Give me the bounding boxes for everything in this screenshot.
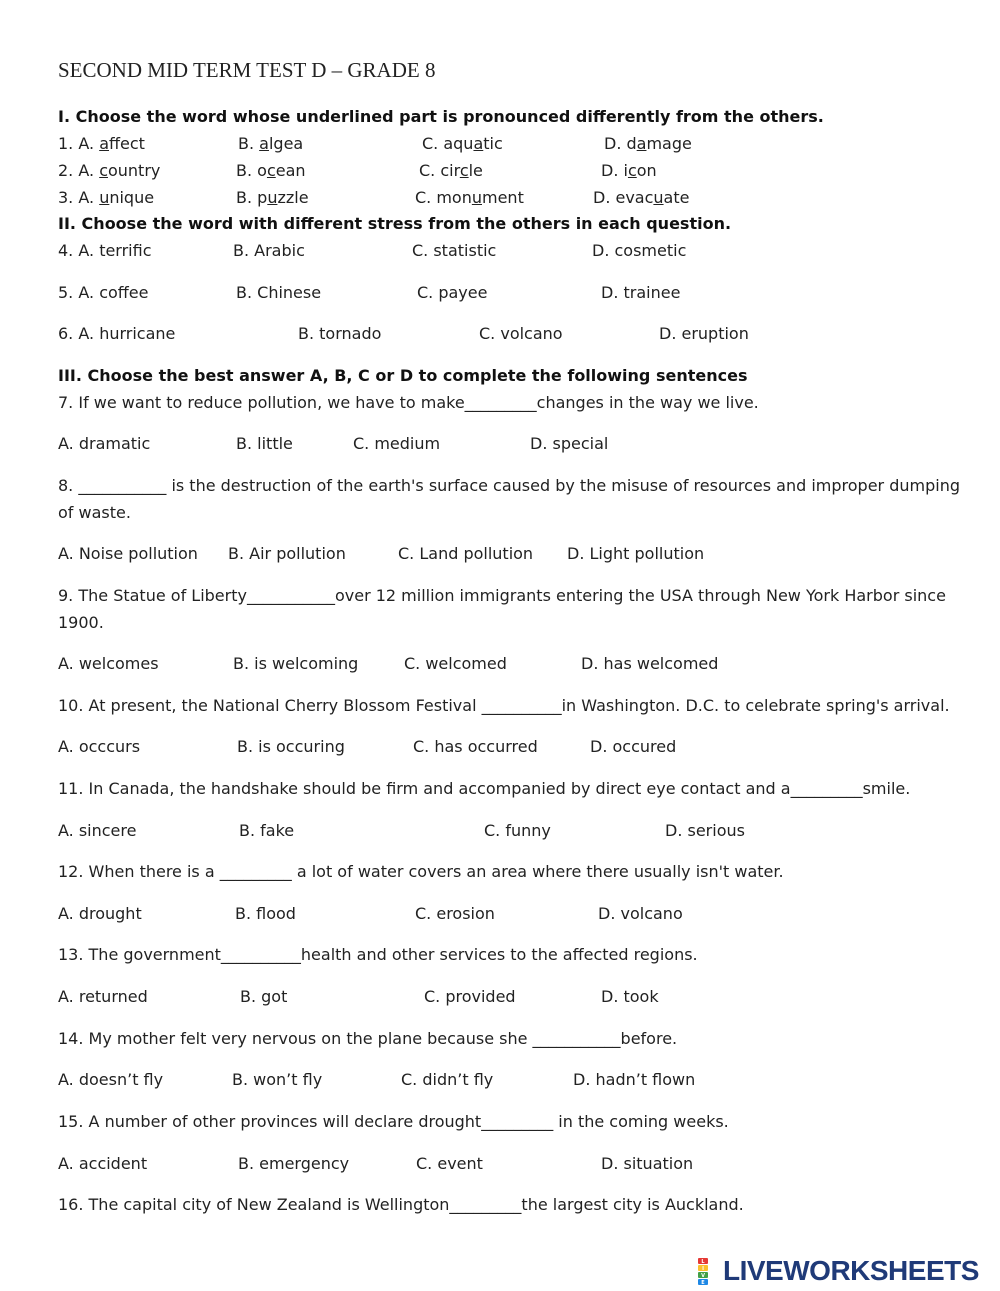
q8-option-b: B. Air pollution: [228, 544, 346, 563]
q16-stem: 16. The capital city of New Zealand is Wellington_________the largest city is Auckland.: [58, 1195, 744, 1214]
q3-option-a: 3. A. unique: [58, 188, 155, 207]
q11-stem: 11. In Canada, the handshake should be firm and accompanied by direct eye contact and a_________smile.: [58, 779, 911, 798]
q7-option-b: B. little: [236, 434, 293, 453]
q14-option-b: B. won’t fly: [232, 1070, 323, 1089]
q4-option-d: D. cosmetic: [592, 241, 687, 260]
q7-stem: 7. If we want to reduce pollution, we have to make_________changes in the way we live.: [58, 393, 759, 412]
q7-option-c: C. medium: [353, 434, 441, 453]
section-1-heading: I. Choose the word whose underlined part is pronounced differently from the others.: [58, 107, 824, 126]
q10-option-d: D. occured: [590, 737, 677, 756]
q8-option-d: D. Light pollution: [567, 544, 705, 563]
svg-text:I: I: [702, 1266, 704, 1272]
q8-option-c: C. Land pollution: [398, 544, 534, 563]
q7-option-d: D. special: [530, 434, 609, 453]
q14-stem: 14. My mother felt very nervous on the plane because she ___________before.: [58, 1029, 678, 1048]
q2-option-d: D. icon: [601, 161, 657, 180]
q10-stem: 10. At present, the National Cherry Blossom Festival __________in Washington. D.C. to celebrate spring's arrival.: [58, 696, 950, 715]
section-2-heading: II. Choose the word with different stress from the others in each question.: [58, 214, 732, 233]
q13-stem: 13. The government__________health and other services to the affected regions.: [58, 945, 698, 964]
q13-option-c: C. provided: [424, 987, 516, 1006]
q3-option-b: B. puzzle: [236, 188, 309, 207]
q10-option-b: B. is occuring: [237, 737, 345, 756]
q15-option-d: D. situation: [601, 1154, 694, 1173]
q11-option-d: D. serious: [665, 821, 745, 840]
q4-option-a: 4. A. terrific: [58, 241, 152, 260]
q13-option-d: D. took: [601, 987, 659, 1006]
q1-option-a: 1. A. affect: [58, 134, 145, 153]
q2-option-c: C. circle: [419, 161, 483, 180]
q4-option-b: B. Arabic: [233, 241, 305, 260]
q9-stem-line1: 9. The Statue of Liberty___________over 12 million immigrants entering the USA through New York Harbor since: [58, 586, 946, 605]
q9-stem-line2: 1900.: [58, 613, 104, 632]
q15-option-c: C. event: [416, 1154, 483, 1173]
q5-option-c: C. payee: [417, 283, 488, 302]
q4-option-c: C. statistic: [412, 241, 497, 260]
q15-option-b: B. emergency: [238, 1154, 350, 1173]
q6-option-a: 6. A. hurricane: [58, 324, 176, 343]
q11-option-b: B. fake: [239, 821, 295, 840]
q12-option-a: A. drought: [58, 904, 142, 923]
liveworksheets-wordmark: LIVEWORKSHEETS: [723, 1255, 979, 1286]
q2-option-a: 2. A. country: [58, 161, 161, 180]
q9-option-a: A. welcomes: [58, 654, 159, 673]
q5-option-d: D. trainee: [601, 283, 681, 302]
q8-stem-line1: 8. ___________ is the destruction of the earth's surface caused by the misuse of resources and improper dumping: [58, 476, 960, 495]
q2-option-b: B. ocean: [236, 161, 306, 180]
q10-option-a: A. occcurs: [58, 737, 141, 756]
q5-option-a: 5. A. coffee: [58, 283, 149, 302]
q11-option-c: C. funny: [484, 821, 551, 840]
q12-stem: 12. When there is a _________ a lot of water covers an area where there usually isn't water.: [58, 862, 784, 881]
q13-option-a: A. returned: [58, 987, 148, 1006]
q9-option-b: B. is welcoming: [233, 654, 359, 673]
liveworksheets-logo: [697, 1254, 979, 1288]
q1-option-b: B. algea: [238, 134, 304, 153]
liveworksheets-mark-icon: [697, 1256, 721, 1286]
q9-option-d: D. has welcomed: [581, 654, 719, 673]
svg-text:E: E: [701, 1280, 705, 1286]
q13-option-b: B. got: [240, 987, 288, 1006]
q3-option-d: D. evacuate: [593, 188, 690, 207]
q10-option-c: C. has occurred: [413, 737, 538, 756]
q1-option-c: C. aquatic: [422, 134, 503, 153]
svg-text:L: L: [701, 1259, 705, 1265]
svg-text:V: V: [701, 1273, 705, 1279]
q14-option-a: A. doesn’t fly: [58, 1070, 164, 1089]
q6-option-d: D. eruption: [659, 324, 749, 343]
q12-option-b: B. flood: [235, 904, 296, 923]
q14-option-d: D. hadn’t flown: [573, 1070, 696, 1089]
q6-option-c: C. volcano: [479, 324, 563, 343]
q8-option-a: A. Noise pollution: [58, 544, 198, 563]
q6-option-b: B. tornado: [298, 324, 382, 343]
q5-option-b: B. Chinese: [236, 283, 322, 302]
q9-option-c: C. welcomed: [404, 654, 507, 673]
q8-stem-line2: of waste.: [58, 503, 131, 522]
page-title: SECOND MID TERM TEST D – GRADE 8: [58, 58, 436, 82]
q11-option-a: A. sincere: [58, 821, 137, 840]
q15-stem: 15. A number of other provinces will declare drought_________ in the coming weeks.: [58, 1112, 729, 1131]
section-3-heading: III. Choose the best answer A, B, C or D to complete the following sentences: [58, 366, 748, 385]
q14-option-c: C. didn’t fly: [401, 1070, 494, 1089]
q1-option-d: D. damage: [604, 134, 692, 153]
q12-option-d: D. volcano: [598, 904, 683, 923]
q12-option-c: C. erosion: [415, 904, 495, 923]
q3-option-c: C. monument: [415, 188, 524, 207]
q7-option-a: A. dramatic: [58, 434, 151, 453]
q15-option-a: A. accident: [58, 1154, 148, 1173]
